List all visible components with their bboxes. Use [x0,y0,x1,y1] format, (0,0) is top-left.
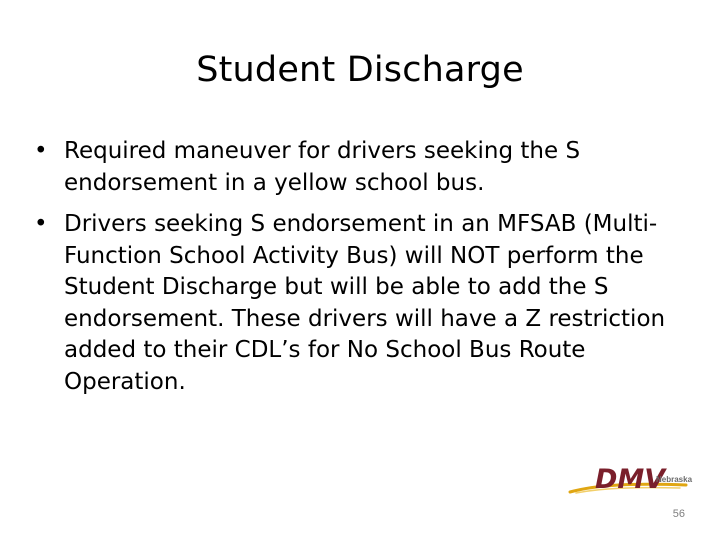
bullet-item [34,209,674,398]
bullet-text: Required maneuver for drivers seeking the S endorsement in a yellow school bus. [64,138,581,196]
dmv-logo-graphic [568,458,693,502]
bullet-list [34,136,674,408]
dmv-nebraska-logo [568,458,693,502]
bullet-dot-icon: • [34,138,48,164]
logo-state-text: Nebraska [656,475,693,484]
bullet-text: Drivers seeking S endorsement in an MFSAB (Multi-Function School Activity Bus) will NOT perform the Student Discharge but will be able to add the S endorsement. These drivers will have a Z restriction added to their CDL’s for No School Bus Route Operation. [64,211,666,395]
page-number: 56 [672,508,685,520]
logo-main-text: DMV [595,464,666,495]
slide-title: Student Discharge [196,50,524,90]
bullet-dot-icon: • [34,211,48,237]
bullet-item [34,136,674,199]
